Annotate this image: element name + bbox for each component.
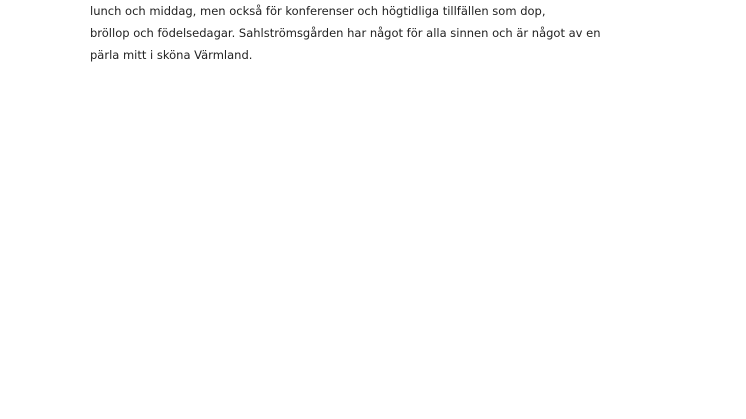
- article-line-3: pärla mitt i sköna Värmland.: [90, 48, 253, 62]
- article-line-2: bröllop och födelsedagar. Sahlströmsgården har något för alla sinnen och är något av en: [90, 26, 601, 40]
- article-body: [90, 0, 730, 66]
- article-line-1: lunch och middag, men också för konferenser och högtidliga tillfällen som dop,: [90, 4, 546, 18]
